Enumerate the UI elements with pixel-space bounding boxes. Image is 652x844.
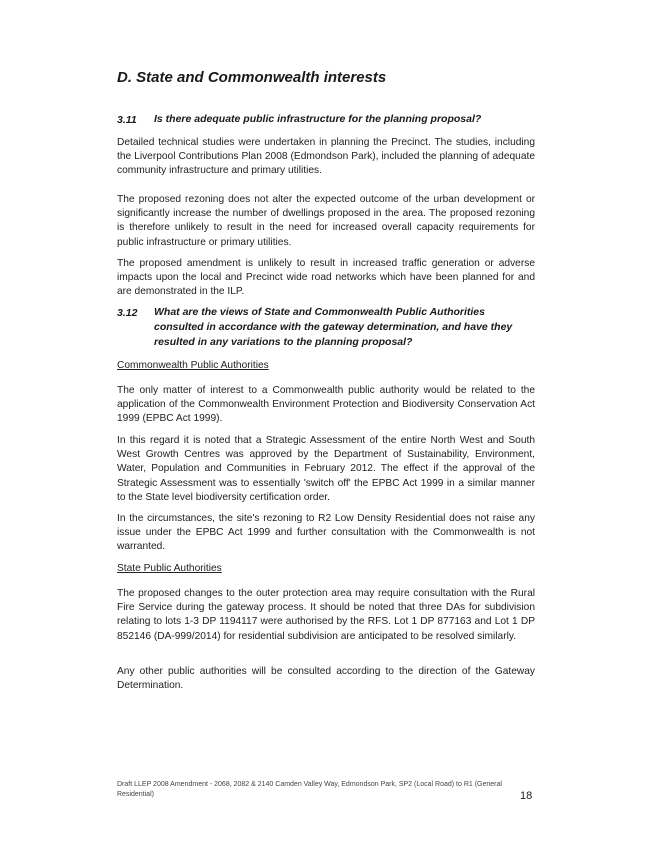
state-subheading: State Public Authorities bbox=[117, 563, 222, 574]
paragraph: Any other public authorities will be consulted according to the direction of the Gateway Determination. bbox=[117, 666, 535, 692]
commonwealth-subheading: Commonwealth Public Authorities bbox=[117, 360, 269, 371]
paragraph: In the circumstances, the site's rezoning to R2 Low Density Residential does not raise any issue under the EPBC Act 1999 and further consultation with the Commonwealth is not warranted. bbox=[117, 513, 535, 553]
section-heading: D. State and Commonwealth interests bbox=[117, 69, 387, 86]
question-311-title: Is there adequate public infrastructure for the planning proposal? bbox=[154, 113, 482, 125]
question-312-number: 3.12 bbox=[117, 307, 138, 319]
page-number: 18 bbox=[520, 790, 533, 802]
paragraph: The proposed rezoning does not alter the expected outcome of the urban development or significantly increase the number of dwellings proposed in the area. The proposed rezoning is therefore unlikely to result in the need for increased overall capacity requirements for public infrastructure or primary utilities. bbox=[117, 194, 535, 248]
question-312-title-line: resulted in any variations to the planning proposal? bbox=[154, 336, 413, 348]
paragraph: The proposed amendment is unlikely to result in increased traffic generation or adverse impacts upon the local and Precinct wide road networks which have been planned for and are demonstrated in the ILP. bbox=[117, 258, 535, 298]
paragraph: In this regard it is noted that a Strategic Assessment of the entire North West and South West Growth Centres was approved by the Department of Sustainability, Environment, Water, Population and Communities in February 2012. The effect if the approval of the Strategic Assessment was to essentially 'switch off' the EPBC Act 1999 in a similar manner to the State level biodiversity certification order. bbox=[117, 435, 535, 503]
paragraph: The only matter of interest to a Commonwealth public authority would be related to the application of the Commonwealth Environment Protection and Biodiversity Conservation Act 1999 (EPBC Act 1999). bbox=[117, 385, 535, 425]
question-312-title-line: consulted in accordance with the gateway determination, and have they bbox=[154, 321, 513, 333]
question-312-title-line: What are the views of State and Commonwealth Public Authorities bbox=[154, 306, 485, 318]
paragraph: Detailed technical studies were undertaken in planning the Precinct. The studies, including the Liverpool Contributions Plan 2008 (Edmondson Park), included the planning of adequate community infrastructure and primary utilities. bbox=[117, 137, 535, 177]
paragraph: The proposed changes to the outer protection area may require consultation with the Rural Fire Service during the gateway process. It should be noted that three DAs for subdivision relating to lots 1-3 DP 1194117 were authorised by the RFS. Lot 1 DP 877163 and Lot 1 DP 852146 (DA-999/2014) for residential subdivision are anticipated to be resolved similarly. bbox=[117, 588, 535, 642]
question-311-number: 3.11 bbox=[117, 114, 137, 126]
footer-text: Draft LLEP 2008 Amendment - 2068, 2082 & 2140 Camden Valley Way, Edmondson Park, SP2 (Local Road) to R1 (General Residential) bbox=[117, 781, 502, 798]
